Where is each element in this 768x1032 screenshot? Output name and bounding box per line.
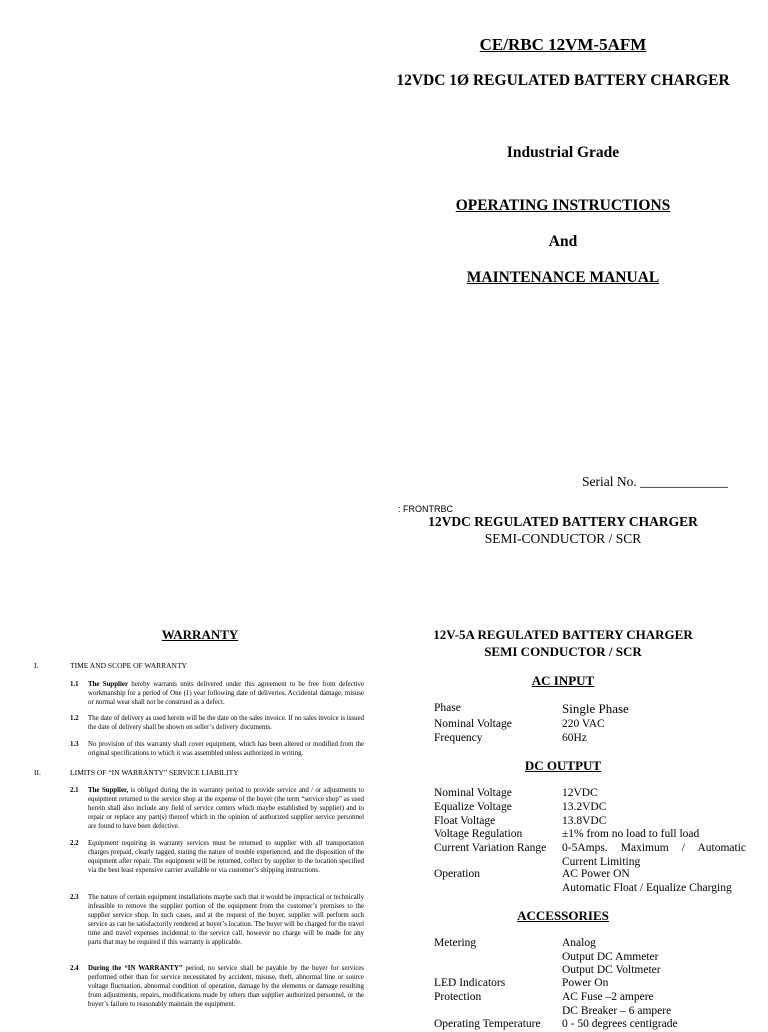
clause-text: hereby warrants units delivered under this agreement to be free from defective workmanship for a period of One (1) year following date of deliveries. Accidental damage, misuse or normal wear shall not be construed as a defect. (88, 681, 365, 706)
spec-row-operation (434, 868, 746, 895)
and-label: And (548, 233, 578, 250)
spec-label: Metering (434, 937, 477, 949)
spec-label: Operation (434, 868, 480, 880)
spec-row-float-voltage (434, 815, 746, 829)
serial-number-field: Serial No. _____________ (582, 474, 728, 489)
spec-label: Nominal Voltage (434, 718, 512, 730)
spec-value: 60Hz (562, 732, 587, 744)
accessories-heading: ACCESSORIES (517, 908, 609, 923)
clause-text: No provision of this warranty shall cover equipment, which has been altered or modified from the original specifications to which it was assembled unless authorized in writing. (88, 741, 364, 757)
warranty-clause (70, 741, 364, 759)
warranty-section-2 (34, 768, 239, 777)
spec-row-protection (434, 991, 746, 1018)
warranty-clause (70, 787, 364, 832)
clause-text: The nature of certain equipment installations maybe such that it would be impractical or technically infeasible to remove the supplier portion of the equipment from the customer’s premises to the supplier service shop. In such cases, and at the request of the buyer, supplier will perform such service as can be satisfactorily rendered at buyer’s location. The buyer will be charged for the travel time and travel expenses incidental to the service call, however no charge will be made for any parts that may be required if this warranty is applicable. (88, 894, 364, 946)
clause-lead: During the “IN WARRANTY” (88, 965, 183, 972)
clause-number: 1.2 (70, 715, 79, 722)
spec-label: Current Variation Range (434, 842, 547, 854)
divider-subtitle: SEMI-CONDUCTOR / SCR (484, 531, 642, 546)
spec-row-phase (434, 702, 746, 716)
section-title: TIME AND SCOPE OF WARRANTY (70, 661, 187, 670)
spec-row-dc-nominal-voltage (434, 787, 746, 801)
spec-value: Output DC Voltmeter (562, 964, 661, 976)
clause-number: 1.1 (70, 681, 79, 688)
spec-subtitle: SEMI CONDUCTOR / SCR (484, 644, 642, 659)
clause-text: is obliged during the in warranty period to provide service and / or adjustments to equipment returned to the service shop at the expense of the buyer (the term “service shop” as used herein shall also include any field of service centers which maybe established by supplier) and to repair or replace any part(s) thereof which in the opinion of authorized supplier service personnel are found to have been defective. (88, 787, 365, 830)
spec-value: 13.2VDC (562, 801, 607, 813)
spec-value: 12VDC (562, 787, 598, 799)
spec-label: LED Indicators (434, 977, 506, 989)
spec-label: Voltage Regulation (434, 828, 523, 840)
spec-label: Phase (434, 702, 461, 714)
clause-number: 2.1 (70, 787, 79, 794)
spec-value: Single Phase (562, 701, 629, 716)
spec-label: Equalize Voltage (434, 801, 512, 813)
warranty-clause (70, 681, 364, 708)
spec-row-frequency (434, 732, 746, 746)
spec-value: DC Breaker – 6 ampere (562, 1004, 672, 1017)
clause-lead: The Supplier, (88, 787, 129, 794)
clause-number: 2.2 (70, 840, 79, 847)
clause-number: 1.3 (70, 741, 79, 748)
spec-value: 0-5Amps. Maximum / Automatic (562, 842, 746, 854)
spec-row-current-variation (434, 842, 746, 869)
spec-value: Automatic Float / Equalize Charging (562, 881, 732, 894)
spec-value: 0 - 50 degrees centigrade (562, 1018, 678, 1030)
spec-row-equalize-voltage (434, 801, 746, 815)
file-reference: : FRONTRBC (398, 504, 453, 514)
section-number: II. (34, 768, 41, 777)
spec-title: 12V-5A REGULATED BATTERY CHARGER (433, 627, 693, 642)
spec-value: Power On (562, 977, 609, 989)
spec-label: Float Voltage (434, 815, 496, 827)
spec-row-metering (434, 937, 746, 978)
spec-value: Analog (562, 937, 596, 949)
clause-text: The date of delivery as used herein will be the date on the sales invoice. If no sales invoice is issued the date of delivery shall be shown on seller’s delivery documents. (88, 715, 364, 731)
spec-value: 13.8VDC (562, 815, 607, 827)
spec-label: Protection (434, 991, 482, 1003)
warranty-section-1 (34, 661, 187, 670)
product-title: 12VDC 1Ø REGULATED BATTERY CHARGER (396, 72, 730, 89)
spec-value: Output DC Ammeter (562, 950, 659, 963)
spec-row-operating-temperature (434, 1018, 746, 1032)
clause-number: 2.4 (70, 965, 79, 972)
spec-row-led-indicators (434, 977, 746, 991)
spec-value: ±1% from no load to full load (562, 828, 700, 840)
clause-text: period, no service shall be payable by the buyer for services performed other than for service necessitated by accident, misuse, theft, abnormal line or source voltage fluctuation, abnormal condition of operation, damage by the elements or damage resulting from adjustments, repairs, modifications made by others than supplier authorized personnel, or the buyer’s failure to reasonably maintain the equipment. (88, 965, 364, 1008)
warranty-clause (70, 840, 364, 876)
ac-input-heading: AC INPUT (531, 673, 595, 688)
spec-label: Operating Temperature (434, 1018, 541, 1030)
warranty-heading: WARRANTY (161, 627, 239, 642)
warranty-clause (70, 894, 364, 947)
divider-title: 12VDC REGULATED BATTERY CHARGER (428, 514, 698, 529)
maintenance-manual-heading: MAINTENANCE MANUAL (466, 269, 660, 286)
warranty-clause (70, 715, 364, 733)
section-number: I. (34, 661, 39, 670)
clause-lead: The Supplier (88, 681, 129, 688)
clause-number: 2.3 (70, 894, 79, 901)
spec-label: Nominal Voltage (434, 787, 512, 799)
spec-value: 220 VAC (562, 718, 605, 730)
section-title: LIMITS OF “IN WARRANTY” SERVICE LIABILITY (70, 768, 239, 777)
clause-text: Equipment requiring in warranty services must be returned to supplier with all transportation charges prepaid, clearly tagged, stating the nature of trouble experienced, and the disposition of the equipment after repair. The equipment will be returned, collect by supplier to the location specified via the best least expensive carrier available or via customer’s shipping instructions. (88, 840, 364, 874)
dc-output-heading: DC OUTPUT (524, 758, 602, 773)
grade-label: Industrial Grade (506, 144, 620, 161)
model-number: CE/RBC 12VM-5AFM (479, 35, 647, 54)
spec-row-voltage-regulation (434, 828, 746, 842)
spec-label: Frequency (434, 732, 483, 744)
spec-row-nominal-voltage (434, 718, 746, 732)
spec-value: AC Power ON (562, 868, 630, 880)
warranty-clause (70, 965, 364, 1010)
spec-value: AC Fuse –2 ampere (562, 991, 654, 1003)
operating-instructions-heading: OPERATING INSTRUCTIONS (455, 197, 671, 214)
spec-value: Current Limiting (562, 855, 641, 868)
